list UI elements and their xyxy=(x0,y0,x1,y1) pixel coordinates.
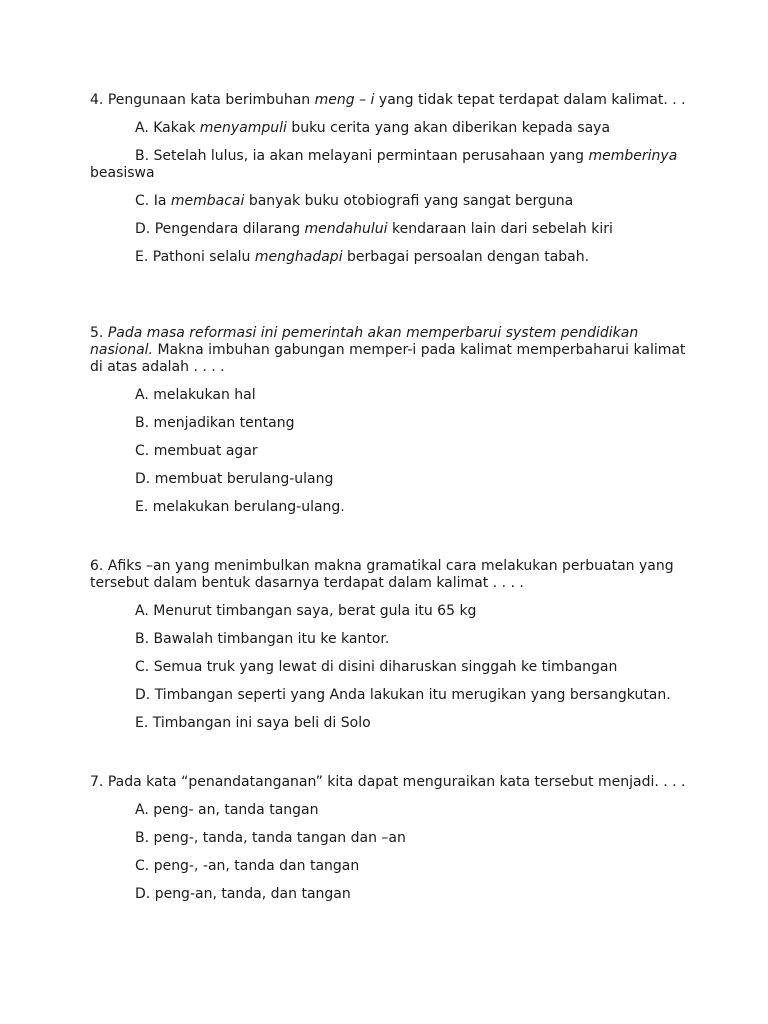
option-text: berbagai persoalan dengan tabah. xyxy=(342,249,590,265)
option-letter: C. xyxy=(135,193,154,209)
answer-option-b xyxy=(90,830,690,847)
question-stem xyxy=(90,92,690,109)
option-text: buku cerita yang akan diberikan kepada saya xyxy=(286,120,611,136)
answer-option-e xyxy=(90,715,690,732)
question-number: 6. xyxy=(90,558,108,574)
option-text: peng-, -an, tanda dan tangan xyxy=(153,858,360,874)
option-letter: E. xyxy=(135,499,153,515)
option-letter: A. xyxy=(135,603,154,619)
option-letter: B. xyxy=(135,631,154,647)
answer-option-c xyxy=(90,193,690,210)
answer-option-a xyxy=(90,387,690,404)
option-text: beasiswa xyxy=(90,165,155,181)
stem-text: Pada kata “penandatanganan” kita dapat menguraikan kata tersebut menjadi. . . . xyxy=(107,774,686,790)
option-emphasis: mendahului xyxy=(304,221,388,237)
option-emphasis: menyampuli xyxy=(199,120,287,136)
answer-option-d xyxy=(90,221,690,238)
option-letter: B. xyxy=(135,830,154,846)
stem-emphasis: meng – i xyxy=(314,92,375,108)
option-text: menjadikan tentang xyxy=(153,415,295,431)
option-text: membuat agar xyxy=(153,443,258,459)
stem-emphasis: Pada masa reformasi ini pemerintah akan memperbarui system pendidikan nasional. xyxy=(90,325,639,358)
question-stem xyxy=(90,325,690,376)
option-text: Setelah lulus, ia akan melayani permintaan perusahaan yang xyxy=(153,148,589,164)
answer-options xyxy=(90,387,690,516)
question-stem xyxy=(90,774,690,791)
stem-text: Pengunaan kata berimbuhan xyxy=(107,92,315,108)
answer-option-b xyxy=(90,631,690,648)
question-4 xyxy=(90,92,690,266)
answer-option-a xyxy=(90,603,690,620)
option-letter: B. xyxy=(135,148,154,164)
option-letter: D. xyxy=(135,471,155,487)
option-text: peng- an, tanda tangan xyxy=(153,802,319,818)
option-text: peng-, tanda, tanda tangan dan –an xyxy=(153,830,406,846)
answer-options xyxy=(90,603,690,732)
option-letter: D. xyxy=(135,687,155,703)
option-text: Kakak xyxy=(153,120,200,136)
option-text: Timbangan seperti yang Anda lakukan itu merugikan yang bersangkutan. xyxy=(154,687,671,703)
answer-option-d xyxy=(90,687,690,704)
question-stem xyxy=(90,558,690,592)
option-text: melakukan berulang-ulang. xyxy=(152,499,345,515)
option-text: Semua truk yang lewat di disini diharuskan singgah ke timbangan xyxy=(153,659,618,675)
option-text: Timbangan ini saya beli di Solo xyxy=(152,715,371,731)
answer-option-b xyxy=(90,415,690,432)
option-text: Ia xyxy=(153,193,171,209)
option-emphasis: menghadapi xyxy=(254,249,343,265)
option-letter: A. xyxy=(135,120,154,136)
option-letter: A. xyxy=(135,802,154,818)
option-letter: D. xyxy=(135,221,155,237)
answer-option-c xyxy=(90,858,690,875)
answer-option-a xyxy=(90,120,690,137)
answer-options xyxy=(90,802,690,903)
option-text: peng-an, tanda, dan tangan xyxy=(154,886,351,902)
answer-option-e xyxy=(90,249,690,266)
question-5 xyxy=(90,325,690,516)
question-number: 4. xyxy=(90,92,108,108)
stem-text: Afiks –an yang menimbulkan makna gramatikal cara melakukan perbuatan yang tersebut dalam bentuk dasarnya terdapat dalam kalimat . . . . xyxy=(90,558,674,591)
option-letter: C. xyxy=(135,443,154,459)
answer-option-c xyxy=(90,659,690,676)
option-letter: E. xyxy=(135,715,153,731)
question-number: 7. xyxy=(90,774,108,790)
question-7 xyxy=(90,774,690,903)
option-text: kendaraan lain dari sebelah kiri xyxy=(387,221,613,237)
stem-text: yang tidak tepat terdapat dalam kalimat. . . xyxy=(374,92,686,108)
answer-option-a xyxy=(90,802,690,819)
option-text: melakukan hal xyxy=(153,387,256,403)
option-letter: C. xyxy=(135,659,154,675)
option-letter: E. xyxy=(135,249,153,265)
question-6 xyxy=(90,558,690,732)
answer-option-e xyxy=(90,499,690,516)
option-letter: D. xyxy=(135,886,155,902)
answer-option-d xyxy=(90,471,690,488)
answer-option-c xyxy=(90,443,690,460)
option-letter: C. xyxy=(135,858,154,874)
option-text: membuat berulang-ulang xyxy=(154,471,334,487)
answer-option-b xyxy=(90,148,690,182)
option-text: Bawalah timbangan itu ke kantor. xyxy=(153,631,390,647)
answer-option-d xyxy=(90,886,690,903)
option-text: Pengendara dilarang xyxy=(154,221,305,237)
option-letter: B. xyxy=(135,415,154,431)
stem-text: Makna imbuhan gabungan memper-i pada kalimat memperbaharui kalimat di atas adalah . . . . xyxy=(90,342,686,375)
option-text: Pathoni selalu xyxy=(152,249,255,265)
option-letter: A. xyxy=(135,387,154,403)
option-emphasis: memberinya xyxy=(588,148,678,164)
option-text: banyak buku otobiografi yang sangat berguna xyxy=(244,193,574,209)
option-emphasis: membacai xyxy=(170,193,245,209)
answer-options xyxy=(90,120,690,266)
option-text: Menurut timbangan saya, berat gula itu 65 kg xyxy=(153,603,477,619)
question-number: 5. xyxy=(90,325,108,341)
